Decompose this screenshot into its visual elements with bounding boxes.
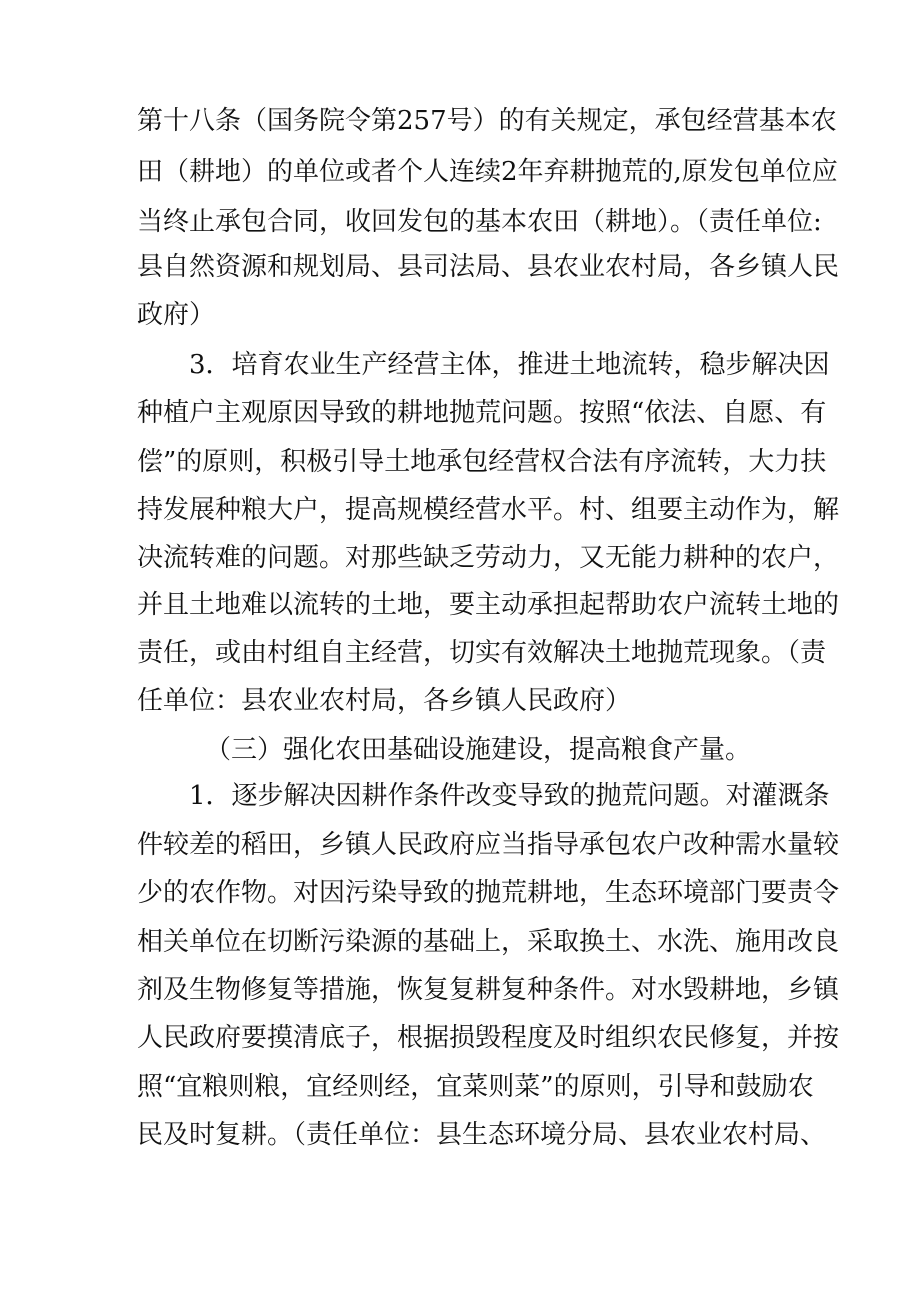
body-text-line: 并且土地难以流转的土地，要主动承担起帮助农户流转土地的 — [137, 590, 840, 620]
body-text-line: 任单位：县农业农村局，各乡镇人民政府） — [137, 686, 632, 716]
section-heading: （三）强化农田基础设施建设，提高粮食产量。 — [205, 735, 752, 765]
body-text-line: 少的农作物。对因污染导致的抛荒耕地，生态环境部门要责令 — [137, 878, 840, 908]
body-text-line: 人民政府要摸清底子，根据损毁程度及时组织农民修复，并按 — [137, 1023, 840, 1053]
body-text-line: 民及时复耕。（责任单位：县生态环境分局、县农业农村局、 — [137, 1120, 827, 1150]
body-text-line: 当终止承包合同，收回发包的基本农田（耕地）。（责任单位: — [137, 207, 822, 237]
body-text-line: 持发展种粮大户，提高规模经营水平。村、组要主动作为，解 — [137, 495, 840, 525]
body-text-line: 相关单位在切断污染源的基础上，采取换土、水洗、施用改良 — [137, 927, 840, 957]
item-1-first-line: 1．逐步解决因耕作条件改变导致的抛荒问题。对灌溉条 — [189, 781, 830, 811]
body-text-line: 偿”的原则，积极引导土地承包经营权合法有序流转，大力扶 — [137, 447, 827, 477]
body-text-line: 责任，或由村组自主经营，切实有效解决土地抛荒现象。（责 — [137, 638, 827, 668]
body-text-line: 第十八条（国务院令第257号）的有关规定，承包经营基本农 — [137, 106, 837, 136]
body-text-line: 田（耕地）的单位或者个人连续2年弃耕抛荒的,原发包单位应 — [137, 157, 838, 187]
body-text-line: 种植户主观原因导致的耕地抛荒问题。按照“依法、自愿、有 — [137, 398, 827, 428]
body-text-line: 决流转难的问题。对那些缺乏劳动力，又无能力耕种的农户， — [137, 543, 840, 573]
body-text-line: 政府） — [137, 300, 216, 330]
body-text-line: 照“宜粮则粮，宜经则经，宜菜则菜”的原则，引导和鼓励农 — [137, 1072, 814, 1102]
item-3-first-line: 3．培育农业生产经营主体，推进土地流转，稳步解决因 — [189, 350, 830, 380]
body-text-line: 县自然资源和规划局、县司法局、县农业农村局，各乡镇人民 — [137, 252, 840, 282]
body-text-line: 剂及生物修复等措施，恢复复耕复种条件。对水毁耕地，乡镇 — [137, 975, 840, 1005]
body-text-line: 件较差的稻田，乡镇人民政府应当指导承包农户改种需水量较 — [137, 830, 840, 860]
